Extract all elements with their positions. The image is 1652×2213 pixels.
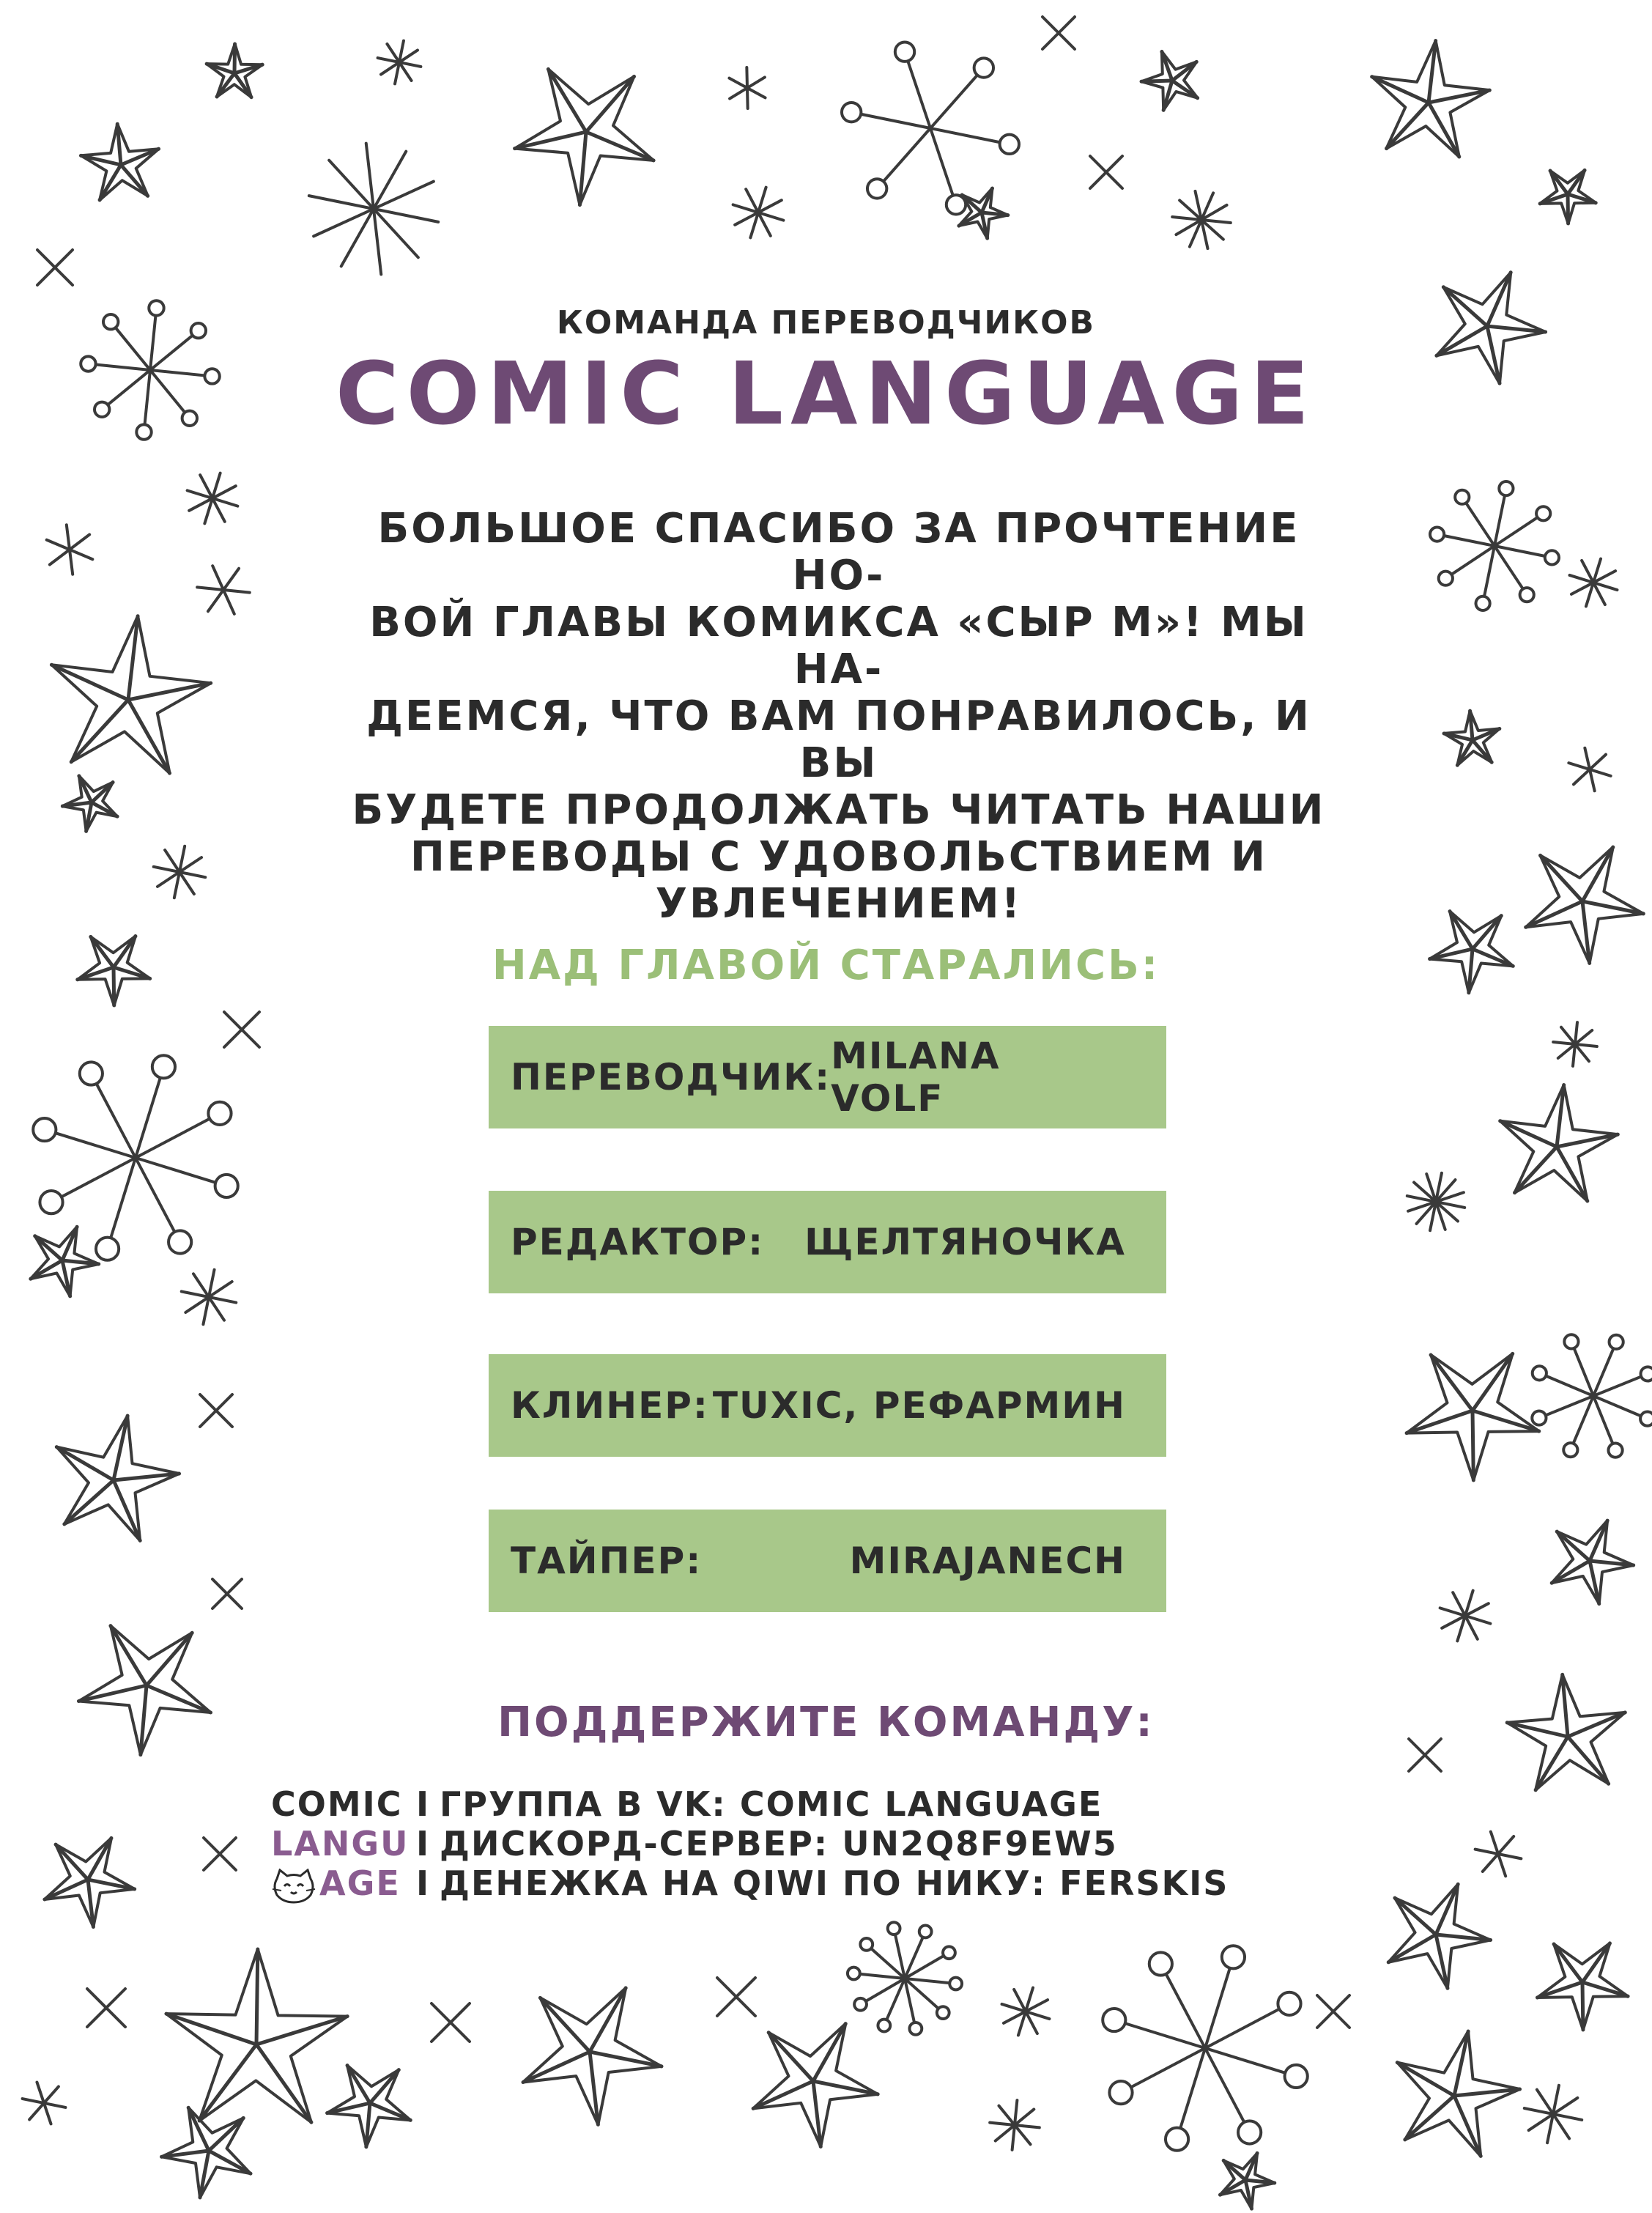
cross-doodle <box>212 1579 242 1608</box>
asterisk-doodle <box>1525 2085 1582 2143</box>
qiwi-nick-link[interactable]: ДЕНЕЖКА НА QIWI ПО НИКУ: FERSKIS <box>440 1863 1229 1904</box>
asterisk-doodle <box>1172 191 1231 248</box>
link-row-discord <box>271 1824 1229 1863</box>
cross-doodle <box>1042 17 1075 49</box>
cat-face-icon <box>271 1869 316 1904</box>
star-doodle <box>523 1988 662 2124</box>
star-doodle <box>1407 1353 1539 1480</box>
cross-doodle <box>431 2003 470 2042</box>
star-doodle <box>51 616 210 773</box>
star-doodle <box>1397 2031 1519 2156</box>
credit-typer <box>489 1510 1166 1612</box>
star-doodle <box>753 2024 878 2147</box>
snowflake-doodle <box>848 1922 962 2035</box>
asterisk-doodle <box>154 846 206 898</box>
star-doodle <box>1540 170 1596 223</box>
logo-word-age-with-cat <box>271 1863 407 1904</box>
star-doodle <box>1537 1943 1628 2030</box>
asterisk-doodle <box>309 144 438 275</box>
snowflake-doodle <box>1430 481 1559 610</box>
thanks-line: БОЛЬШОЕ СПАСИБО ЗА ПРОЧТЕНИЕ НО- <box>377 505 1300 599</box>
logo-word-age: AGE <box>319 1863 401 1903</box>
thanks-line: ВОЙ ГЛАВЫ КОМИКСА «СЫР М»! МЫ НА- <box>369 599 1308 693</box>
credit-translator <box>489 1026 1166 1128</box>
credits-title: НАД ГЛАВОЙ СТАРАЛИСЬ: <box>492 942 1160 989</box>
cross-doodle <box>87 1989 125 2027</box>
credit-editor <box>489 1191 1166 1293</box>
asterisk-doodle <box>1570 559 1618 607</box>
star-doodle <box>1141 51 1198 110</box>
asterisk-doodle <box>182 1270 236 1324</box>
separator: I <box>415 1784 431 1824</box>
star-doodle <box>327 2066 411 2147</box>
snowflake-doodle <box>1103 1946 1308 2151</box>
star-doodle <box>207 44 262 97</box>
credit-role: КЛИНЕР: <box>511 1384 709 1427</box>
asterisk-doodle <box>23 2083 66 2124</box>
credit-name: MIRAJANECH <box>849 1540 1126 1582</box>
star-doodle <box>1500 1085 1618 1201</box>
star-doodle <box>1372 41 1490 157</box>
logo-word-comic: COMIC <box>271 1784 403 1824</box>
asterisk-doodle <box>1475 1832 1522 1877</box>
asterisk-doodle <box>47 525 93 574</box>
asterisk-doodle <box>197 566 250 614</box>
asterisk-doodle <box>378 41 421 84</box>
cross-doodle <box>1090 156 1122 188</box>
star-doodle <box>81 124 158 200</box>
star-doodle <box>1220 2153 1274 2209</box>
credit-cleaner <box>489 1354 1166 1457</box>
credit-name: TUXIC, РЕФАРМИН <box>712 1384 1126 1427</box>
star-doodle <box>31 1227 99 1296</box>
thanks-line: УВЛЕЧЕНИЕМ! <box>655 880 1023 928</box>
star-doodle <box>45 1838 135 1926</box>
team-caption: КОМАНДА ПЕРЕВОДЧИКОВ <box>556 304 1096 341</box>
snowflake-doodle <box>33 1055 238 1260</box>
star-doodle <box>1552 1521 1634 1604</box>
asterisk-doodle <box>990 2100 1040 2150</box>
star-doodle <box>62 776 117 831</box>
snowflake-doodle <box>1532 1334 1652 1457</box>
star-doodle <box>166 1949 347 2122</box>
separator: I <box>415 1863 431 1904</box>
star-doodle <box>56 1416 179 1540</box>
credit-role: РЕДАКТОР: <box>511 1221 765 1263</box>
star-doodle <box>162 2107 251 2198</box>
cross-doodle <box>1317 1995 1349 2028</box>
credit-role: ТАЙПЕР: <box>511 1540 703 1582</box>
separator: I <box>415 1824 431 1863</box>
thanks-message <box>344 506 1333 928</box>
thanks-line: ДЕЕМСЯ, ЧТО ВАМ ПОНРАВИЛОСЬ, И ВЫ <box>366 692 1311 787</box>
vk-group-link[interactable]: ГРУППА В VK: COMIC LANGUAGE <box>440 1784 1103 1824</box>
credit-role: ПЕРЕВОДЧИК: <box>511 1056 831 1098</box>
support-links <box>271 1784 1229 1904</box>
star-doodle <box>1444 711 1500 765</box>
asterisk-doodle <box>729 67 765 108</box>
asterisk-doodle <box>188 473 238 524</box>
credit-name: ЩЕЛТЯНОЧКА <box>804 1221 1126 1263</box>
cross-doodle <box>717 1978 755 2016</box>
thanks-line: БУДЕТЕ ПРОДОЛЖАТЬ ЧИТАТЬ НАШИ <box>352 786 1326 834</box>
cross-doodle <box>204 1838 236 1870</box>
thanks-line: ПЕРЕВОДЫ С УДОВОЛЬСТВИЕМ И <box>410 833 1268 881</box>
star-doodle <box>515 69 654 204</box>
link-row-qiwi <box>271 1863 1229 1904</box>
team-name-title: COMIC LANGUAGE <box>335 343 1316 444</box>
discord-server-link[interactable]: ДИСКОРД-СЕРВЕР: UN2Q8F9EW5 <box>440 1824 1118 1863</box>
star-doodle <box>1388 1884 1490 1988</box>
asterisk-doodle <box>733 188 784 238</box>
logo-word-langu: LANGU <box>271 1824 410 1863</box>
support-title: ПОДДЕРЖИТЕ КОМАНДУ: <box>497 1699 1155 1746</box>
credit-name: MILANA VOLF <box>831 1035 1001 1120</box>
cross-doodle <box>37 250 73 285</box>
asterisk-doodle <box>1002 1988 1050 2036</box>
asterisk-doodle <box>1440 1591 1491 1641</box>
link-row-vk <box>271 1784 1229 1824</box>
star-doodle <box>959 188 1008 238</box>
cross-doodle <box>224 1012 259 1047</box>
cross-doodle <box>200 1394 232 1427</box>
asterisk-doodle <box>1407 1173 1464 1230</box>
asterisk-doodle <box>1553 1022 1597 1066</box>
asterisk-doodle <box>1568 748 1610 791</box>
